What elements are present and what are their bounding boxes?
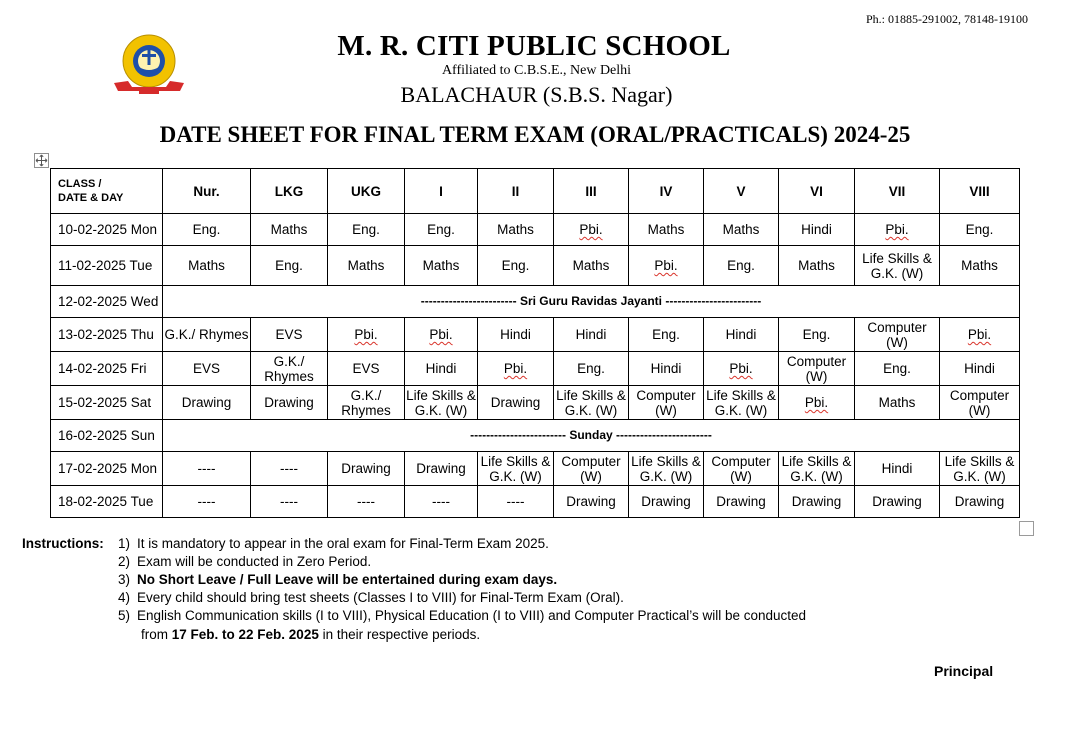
subject-cell: Hindi bbox=[478, 318, 554, 352]
class-date-header: CLASS / DATE & DAY bbox=[51, 169, 163, 214]
instruction-number: 4) bbox=[118, 590, 131, 605]
instruction-item bbox=[118, 536, 549, 551]
instruction-text: It is mandatory to appear in the oral exam for Final-Term Exam 2025. bbox=[137, 536, 549, 551]
instruction-item bbox=[118, 554, 371, 569]
date-day-cell: 12-02-2025 Wed bbox=[51, 286, 163, 318]
subject-cell: Eng. bbox=[554, 352, 629, 386]
subject-cell: Maths bbox=[855, 386, 940, 420]
date-day-cell: 18-02-2025 Tue bbox=[51, 486, 163, 518]
class-column-header: VI bbox=[779, 169, 855, 214]
date-row bbox=[51, 420, 1020, 452]
class-column-header: UKG bbox=[328, 169, 405, 214]
subject-cell: Drawing bbox=[251, 386, 328, 420]
subject-cell: Maths bbox=[779, 246, 855, 286]
subject-cell: EVS bbox=[328, 352, 405, 386]
subject-cell: Pbi. bbox=[704, 352, 779, 386]
class-column-header: VIII bbox=[940, 169, 1020, 214]
subject-cell: ---- bbox=[251, 486, 328, 518]
school-name: M. R. CITI PUBLIC SCHOOL bbox=[337, 30, 731, 62]
subject-cell: Maths bbox=[554, 246, 629, 286]
subject-cell: Drawing bbox=[779, 486, 855, 518]
subject-cell: Computer (W) bbox=[940, 386, 1020, 420]
subject-cell: Drawing bbox=[163, 386, 251, 420]
instruction-text: English Communication skills (I to VIII), Physical Education (I to VIII) and Computer Practical’s will be conducted bbox=[137, 608, 807, 623]
date-day-cell: 10-02-2025 Mon bbox=[51, 214, 163, 246]
subject-cell: Eng. bbox=[629, 318, 704, 352]
date-row bbox=[51, 286, 1020, 318]
subject-cell: ---- bbox=[478, 486, 554, 518]
holiday-cell: ------------------------ Sri Guru Ravidas Jayanti ------------------------ bbox=[163, 286, 1020, 318]
instruction-item-continuation: from 17 Feb. to 22 Feb. 2025 in their respective periods. bbox=[141, 627, 481, 642]
instruction-number: 2) bbox=[118, 554, 131, 569]
class-column-header: VII bbox=[855, 169, 940, 214]
subject-cell: EVS bbox=[163, 352, 251, 386]
subject-cell: Pbi. bbox=[779, 386, 855, 420]
date-day-cell: 13-02-2025 Thu bbox=[51, 318, 163, 352]
subject-cell: Maths bbox=[328, 246, 405, 286]
date-row bbox=[51, 214, 1020, 246]
subject-cell: EVS bbox=[251, 318, 328, 352]
subject-cell: Computer (W) bbox=[779, 352, 855, 386]
subject-cell: ---- bbox=[251, 452, 328, 486]
subject-cell: Drawing bbox=[405, 452, 478, 486]
affiliation: Affiliated to C.B.S.E., New Delhi bbox=[441, 63, 632, 78]
subject-cell: Drawing bbox=[940, 486, 1020, 518]
date-row bbox=[51, 352, 1020, 386]
subject-cell: Hindi bbox=[704, 318, 779, 352]
subject-cell: Life Skills & G.K. (W) bbox=[629, 452, 704, 486]
instructions-label: Instructions: bbox=[22, 536, 104, 551]
table-move-handle-icon[interactable] bbox=[34, 153, 49, 168]
subject-cell: Life Skills & G.K. (W) bbox=[554, 386, 629, 420]
subject-cell: ---- bbox=[163, 452, 251, 486]
subject-cell: Eng. bbox=[855, 352, 940, 386]
subject-cell: Drawing bbox=[554, 486, 629, 518]
subject-cell: Maths bbox=[629, 214, 704, 246]
subject-cell: Computer (W) bbox=[704, 452, 779, 486]
subject-cell: Drawing bbox=[478, 386, 554, 420]
subject-cell: Life Skills & G.K. (W) bbox=[940, 452, 1020, 486]
subject-cell: Drawing bbox=[704, 486, 779, 518]
subject-cell: Drawing bbox=[328, 452, 405, 486]
subject-cell: Hindi bbox=[779, 214, 855, 246]
instruction-number: 3) bbox=[118, 572, 131, 587]
date-day-cell: 17-02-2025 Mon bbox=[51, 452, 163, 486]
subject-cell: Hindi bbox=[940, 352, 1020, 386]
subject-cell: Eng. bbox=[478, 246, 554, 286]
phone-number: Ph.: 01885-291002, 78148-19100 bbox=[866, 12, 1028, 26]
subject-cell: Eng. bbox=[940, 214, 1020, 246]
subject-cell: Computer (W) bbox=[855, 318, 940, 352]
subject-cell: Maths bbox=[405, 246, 478, 286]
subject-cell: Life Skills & G.K. (W) bbox=[779, 452, 855, 486]
date-row bbox=[51, 386, 1020, 420]
subject-cell: Hindi bbox=[855, 452, 940, 486]
subject-cell: Computer (W) bbox=[629, 386, 704, 420]
date-day-cell: 14-02-2025 Fri bbox=[51, 352, 163, 386]
header-row bbox=[51, 169, 1020, 214]
subject-cell: Life Skills & G.K. (W) bbox=[478, 452, 554, 486]
instruction-text: Exam will be conducted in Zero Period. bbox=[137, 554, 372, 569]
date-day-cell: 15-02-2025 Sat bbox=[51, 386, 163, 420]
subject-cell: Pbi. bbox=[940, 318, 1020, 352]
instruction-number: 5) bbox=[118, 608, 131, 623]
subject-cell: Eng. bbox=[251, 246, 328, 286]
exam-period-dates: 17 Feb. to 22 Feb. 2025 bbox=[171, 627, 319, 642]
subject-cell: Pbi. bbox=[629, 246, 704, 286]
subject-cell: Computer (W) bbox=[554, 452, 629, 486]
subject-cell: Life Skills & G.K. (W) bbox=[855, 246, 940, 286]
subject-cell: Eng. bbox=[163, 214, 251, 246]
subject-cell: Life Skills & G.K. (W) bbox=[704, 386, 779, 420]
subject-cell: Maths bbox=[940, 246, 1020, 286]
subject-cell: Eng. bbox=[328, 214, 405, 246]
subject-cell: Pbi. bbox=[855, 214, 940, 246]
class-column-header: II bbox=[478, 169, 554, 214]
instruction-item bbox=[118, 590, 624, 605]
class-column-header: V bbox=[704, 169, 779, 214]
instruction-item bbox=[118, 608, 806, 623]
subject-cell: Pbi. bbox=[554, 214, 629, 246]
subject-cell: Maths bbox=[163, 246, 251, 286]
subject-cell: Maths bbox=[251, 214, 328, 246]
instruction-text: Every child should bring test sheets (Classes I to VIII) for Final-Term Exam (Oral). bbox=[137, 590, 624, 605]
holiday-cell: ------------------------ Sunday ------------------------ bbox=[163, 420, 1020, 452]
date-row bbox=[51, 318, 1020, 352]
date-row bbox=[51, 486, 1020, 518]
date-day-cell: 16-02-2025 Sun bbox=[51, 420, 163, 452]
class-column-header: LKG bbox=[251, 169, 328, 214]
subject-cell: Hindi bbox=[405, 352, 478, 386]
date-row bbox=[51, 452, 1020, 486]
subject-cell: Drawing bbox=[855, 486, 940, 518]
subject-cell: Hindi bbox=[554, 318, 629, 352]
subject-cell: G.K./ Rhymes bbox=[251, 352, 328, 386]
subject-cell: ---- bbox=[163, 486, 251, 518]
date-sheet-table bbox=[50, 168, 1020, 518]
subject-cell: ---- bbox=[405, 486, 478, 518]
subject-cell: Drawing bbox=[629, 486, 704, 518]
principal-signature-label: Principal bbox=[934, 663, 994, 679]
subject-cell: Eng. bbox=[704, 246, 779, 286]
instruction-number: 1) bbox=[118, 536, 131, 551]
subject-cell: Life Skills & G.K. (W) bbox=[406, 387, 476, 418]
subject-cell: Maths bbox=[478, 214, 554, 246]
date-sheet-title: DATE SHEET FOR FINAL TERM EXAM (ORAL/PRACTICALS) 2024-25 bbox=[159, 122, 911, 147]
class-column-header: Nur. bbox=[163, 169, 251, 214]
instruction-text: No Short Leave / Full Leave will be entertained during exam days. bbox=[137, 572, 558, 587]
class-column-header: III bbox=[554, 169, 629, 214]
table-resize-handle[interactable] bbox=[1019, 521, 1034, 536]
subject-cell: Pbi. bbox=[328, 318, 405, 352]
subject-cell: Eng. bbox=[779, 318, 855, 352]
subject-cell: G.K./ Rhymes bbox=[163, 318, 251, 352]
class-column-header: IV bbox=[629, 169, 704, 214]
date-day-cell: 11-02-2025 Tue bbox=[51, 246, 163, 286]
subject-cell: Maths bbox=[704, 214, 779, 246]
subject-cell: Pbi. bbox=[478, 352, 554, 386]
subject-cell: G.K./ Rhymes bbox=[328, 386, 405, 420]
subject-cell: Eng. bbox=[405, 214, 478, 246]
subject-cell: ---- bbox=[328, 486, 405, 518]
town: BALACHAUR (S.B.S. Nagar) bbox=[400, 82, 673, 107]
subject-cell: Pbi. bbox=[405, 318, 478, 352]
instruction-item bbox=[118, 572, 557, 587]
class-column-header: I bbox=[405, 169, 478, 214]
date-row bbox=[51, 246, 1020, 286]
subject-cell: Hindi bbox=[629, 352, 704, 386]
